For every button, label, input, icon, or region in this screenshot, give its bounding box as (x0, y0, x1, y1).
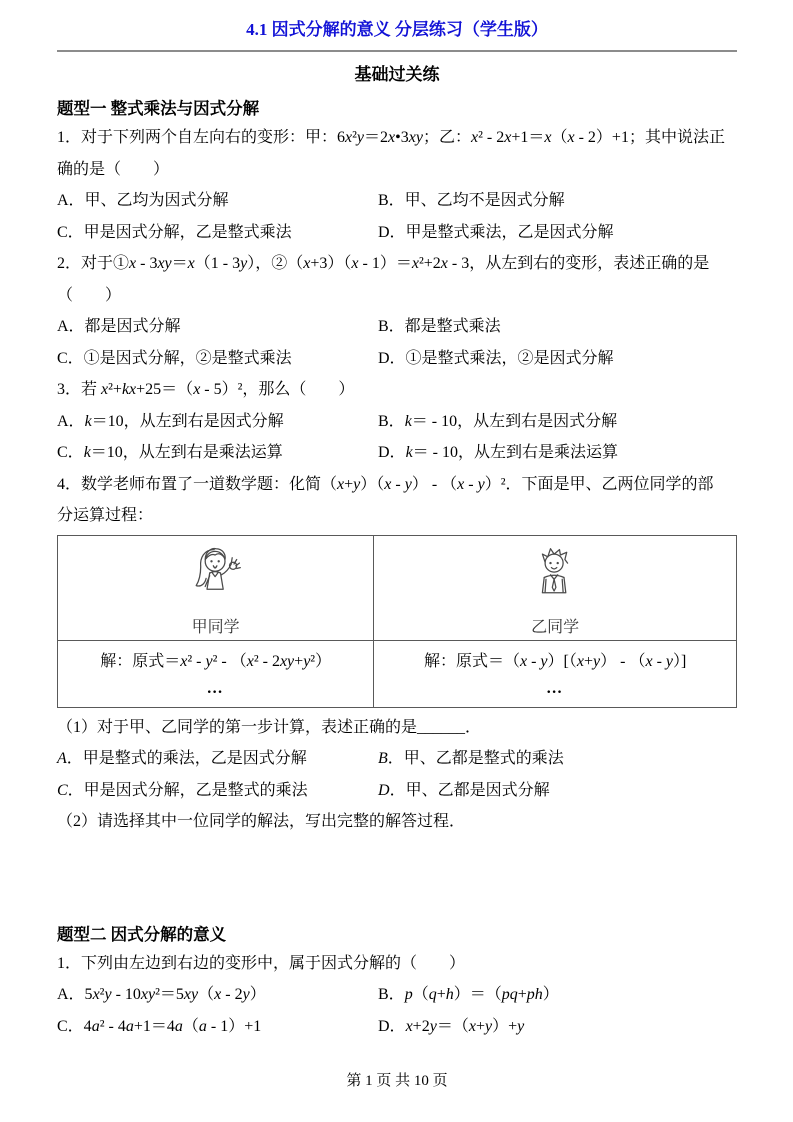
student-jia-solution: 解：原式＝x² - y² - （x² - 2xy+y²） (100, 652, 332, 670)
question-3-option-c: C．k＝10，从左到右是乘法运算 (57, 444, 283, 461)
question-4-sub1-option-c: C．甲是因式分解，乙是整式的乘法 (57, 781, 308, 799)
question-3-text-line: 3．若 x²+kx+25＝（x - 5）²，那么（ ） (57, 381, 355, 398)
page-title: 4.1 因式分解的意义 分层练习（学生版） (246, 20, 548, 39)
topic2-question-1-options-row-2 (57, 1011, 737, 1043)
page-number-footer: 第 1 页 共 10 页 (346, 1073, 448, 1089)
question-2-option-a: A．都是因式分解 (57, 318, 181, 335)
topic2-question-1-option-a: A．5x²y - 10xy²＝5xy（x - 2y） (57, 986, 266, 1003)
question-3-option-d: D．k＝ - 10，从左到右是乘法运算 (378, 444, 619, 461)
question-2-options-row-1 (57, 311, 737, 343)
topic2-question-1-text-line: 1．下列由左边到右边的变形中，属于因式分解的（ ） (57, 954, 466, 972)
question-4-sub1-text: （1）对于甲、乙同学的第一步计算，表述正确的是______． (57, 718, 482, 736)
question-3 (57, 374, 737, 469)
topic2-question-1-option-d: D．x+2y＝（x+y）+y (378, 1017, 525, 1035)
question-1-options-row-1 (57, 185, 737, 217)
question-4-sub2-text: （2）请选择其中一位同学的解法，写出完整的解答过程． (57, 813, 466, 830)
question-2-option-c: C．①是因式分解，②是整式乘法 (57, 349, 292, 367)
question-1-option-c: C．甲是因式分解，乙是整式乘法 (57, 223, 292, 241)
boy-illustration (526, 546, 584, 618)
student-yi-solution-cell (374, 640, 737, 707)
student-yi-solution: 解：原式＝（x - y）[（x+y） - （x - y）] (423, 652, 687, 670)
question-4-sub1-options-row-1 (57, 743, 737, 775)
question-2-text-line-2: （ ） (57, 286, 122, 304)
question-4-sub1-option-a: A．甲是整式的乘法，乙是因式分解 (57, 750, 307, 767)
question-4-text-line-1: 4．数学老师布置了一道数学题：化简（x+y）（x - y） - （x - y）²．下面是甲、乙两位同学的部 (57, 475, 714, 493)
question-1-text-line-1: 1．对于下列两个自左向右的变形：甲：6x²y＝2x•3xy；乙：x² - 2x+1＝x（x - 2）+1；其中说法正 (57, 129, 725, 146)
section-heading-basic: 基础过关练 (354, 65, 440, 84)
question-1 (57, 122, 737, 248)
question-2-option-b: B．都是整式乘法 (378, 318, 501, 335)
question-3-options-row-1 (57, 406, 737, 438)
student-jia-caption: 甲同学 (191, 618, 240, 636)
question-4-sub1-option-d: D．甲、乙都是因式分解 (378, 781, 550, 799)
topic2-question-1-options-row-1 (57, 979, 737, 1011)
question-4-sub1-options-row-2 (57, 775, 737, 807)
answer-blank-space (57, 838, 737, 914)
question-3-options-row-2 (57, 437, 737, 469)
question-3-option-b: B．k＝ - 10，从左到右是因式分解 (378, 412, 618, 430)
student-jia-ellipsis: … (206, 679, 225, 697)
topic2-question-1-option-b: B．p（q+h）＝（pq+ph） (378, 986, 559, 1003)
topic-two-heading: 题型二 因式分解的意义 (57, 924, 227, 944)
table-solution-row (58, 640, 737, 707)
question-4-sub1-option-b: B．甲、乙都是整式的乘法 (378, 750, 564, 767)
question-2-text-line-1: 2．对于①x - 3xy＝x（1 - 3y），②（x+3）（x - 1）＝x²+2x - 3，从左到右的变形，表述正确的是 (57, 255, 710, 272)
question-3-option-a: A．k＝10，从左到右是因式分解 (57, 412, 284, 430)
question-1-options-row-2 (57, 217, 737, 249)
student-yi-caption: 乙同学 (531, 618, 580, 636)
question-1-option-a: A．甲、乙均为因式分解 (57, 192, 229, 209)
table-figure-row (58, 535, 737, 640)
question-2-option-d: D．①是整式乘法，②是因式分解 (378, 349, 614, 367)
question-1-option-d: D．甲是整式乘法，乙是因式分解 (378, 223, 614, 241)
question-1-text-line-2: 确的是（ ） (57, 160, 170, 178)
topic2-question-1-option-c: C．4a² - 4a+1＝4a（a - 1）+1 (57, 1017, 262, 1035)
students-work-table (57, 535, 737, 708)
question-4-text-line-2: 分运算过程： (57, 507, 154, 524)
student-yi-figure-cell (374, 535, 737, 640)
question-2-options-row-2 (57, 343, 737, 375)
student-jia-solution-cell (58, 640, 374, 707)
topic2-question-1 (57, 948, 737, 1043)
girl-waving-illustration (187, 546, 245, 618)
student-jia-figure-cell (58, 535, 374, 640)
student-yi-ellipsis: … (546, 679, 565, 697)
topic-one-heading: 题型一 整式乘法与因式分解 (57, 99, 260, 118)
title-divider (57, 50, 737, 52)
question-1-option-b: B．甲、乙均不是因式分解 (378, 192, 565, 209)
question-4 (57, 469, 737, 838)
question-2 (57, 248, 737, 374)
